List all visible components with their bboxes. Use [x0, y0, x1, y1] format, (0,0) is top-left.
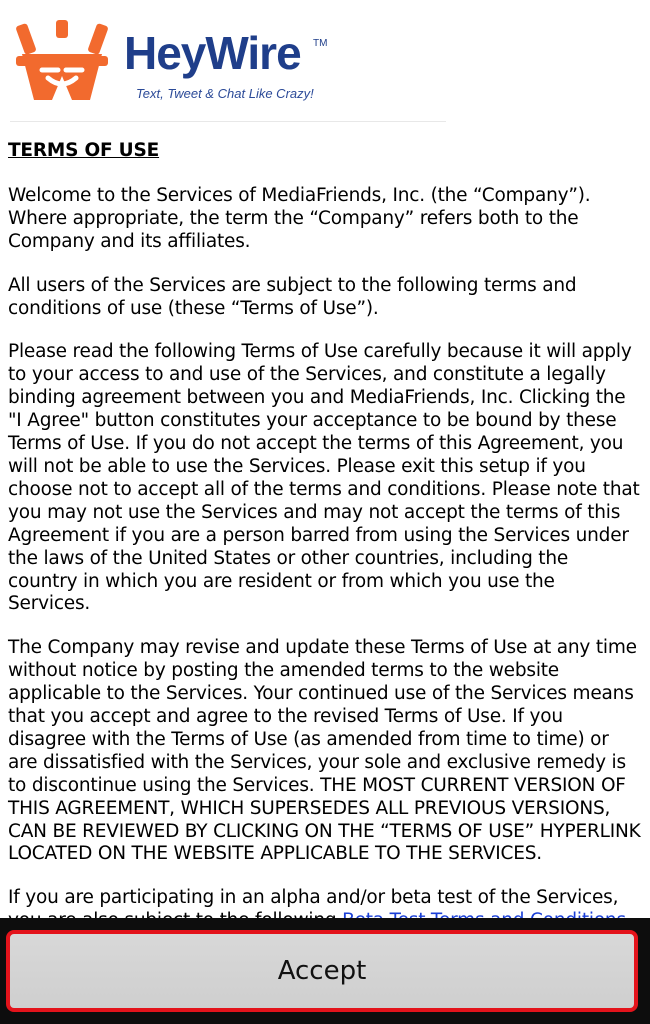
heywire-logo-icon [14, 20, 110, 104]
trademark-mark: TM [313, 38, 328, 49]
footer-bar [0, 918, 650, 1024]
header-divider [10, 121, 446, 122]
accept-button[interactable]: Accept [6, 930, 638, 1012]
terms-title: TERMS OF USE [8, 140, 160, 161]
terms-paragraph: All users of the Services are subject to the following terms and conditions of use (these “Terms of Use”). [8, 274, 577, 319]
terms-paragraph: The Company may revise and update these Terms of Use at any time without notice by posting the amended terms to the website applicable to the Services. Your continued use of the Services means that you accept and agree to the revised Terms of Use. If you disagree with the Terms of Use (as amended from time to time) or are dissatisfied with the Services, your sole and exclusive remedy is to discontinue using the Services. THE MOST CURRENT VERSION OF THIS AGREEMENT, WHICH SUPERSEDES ALL PREVIOUS VERSIONS, CAN BE REVIEWED BY CLICKING ON THE “TERMS OF USE” HYPERLINK LOCATED ON THE WEBSITE APPLICABLE TO THE SERVICES. [8, 637, 641, 865]
brand-tagline: Text, Tweet & Chat Like Crazy! [136, 86, 314, 101]
terms-paragraph: Welcome to the Services of MediaFriends, Inc. (the “Company”). Where appropriate, the term the “Company” refers both to the Company and its affiliates. [8, 184, 591, 252]
brand-name: HeyWire [124, 27, 301, 79]
beta-text-before: If you are participating in an alpha and/or beta test of the Services, [8, 887, 619, 909]
terms-paragraph: Please read the following Terms of Use carefully because it will apply to your access to and use of the Services, and constitute a legally binding agreement between you and MediaFriends, Inc. Clicking the "I Agree" button constitutes your acceptance to be bound by these Terms of Use. If you do not accept the terms of this Agreement, you will not be able to use the Services. Please exit this setup if you choose not to accept all of the terms and conditions. Please note that you may not use the Services and may not accept the terms of this Agreement if you are a person barred from using the Services under the laws of the United States or other countries, including the country in which you are resident or from which you use the Services. [8, 341, 640, 615]
app-header [0, 0, 650, 125]
terms-scroll-area[interactable] [8, 140, 642, 920]
